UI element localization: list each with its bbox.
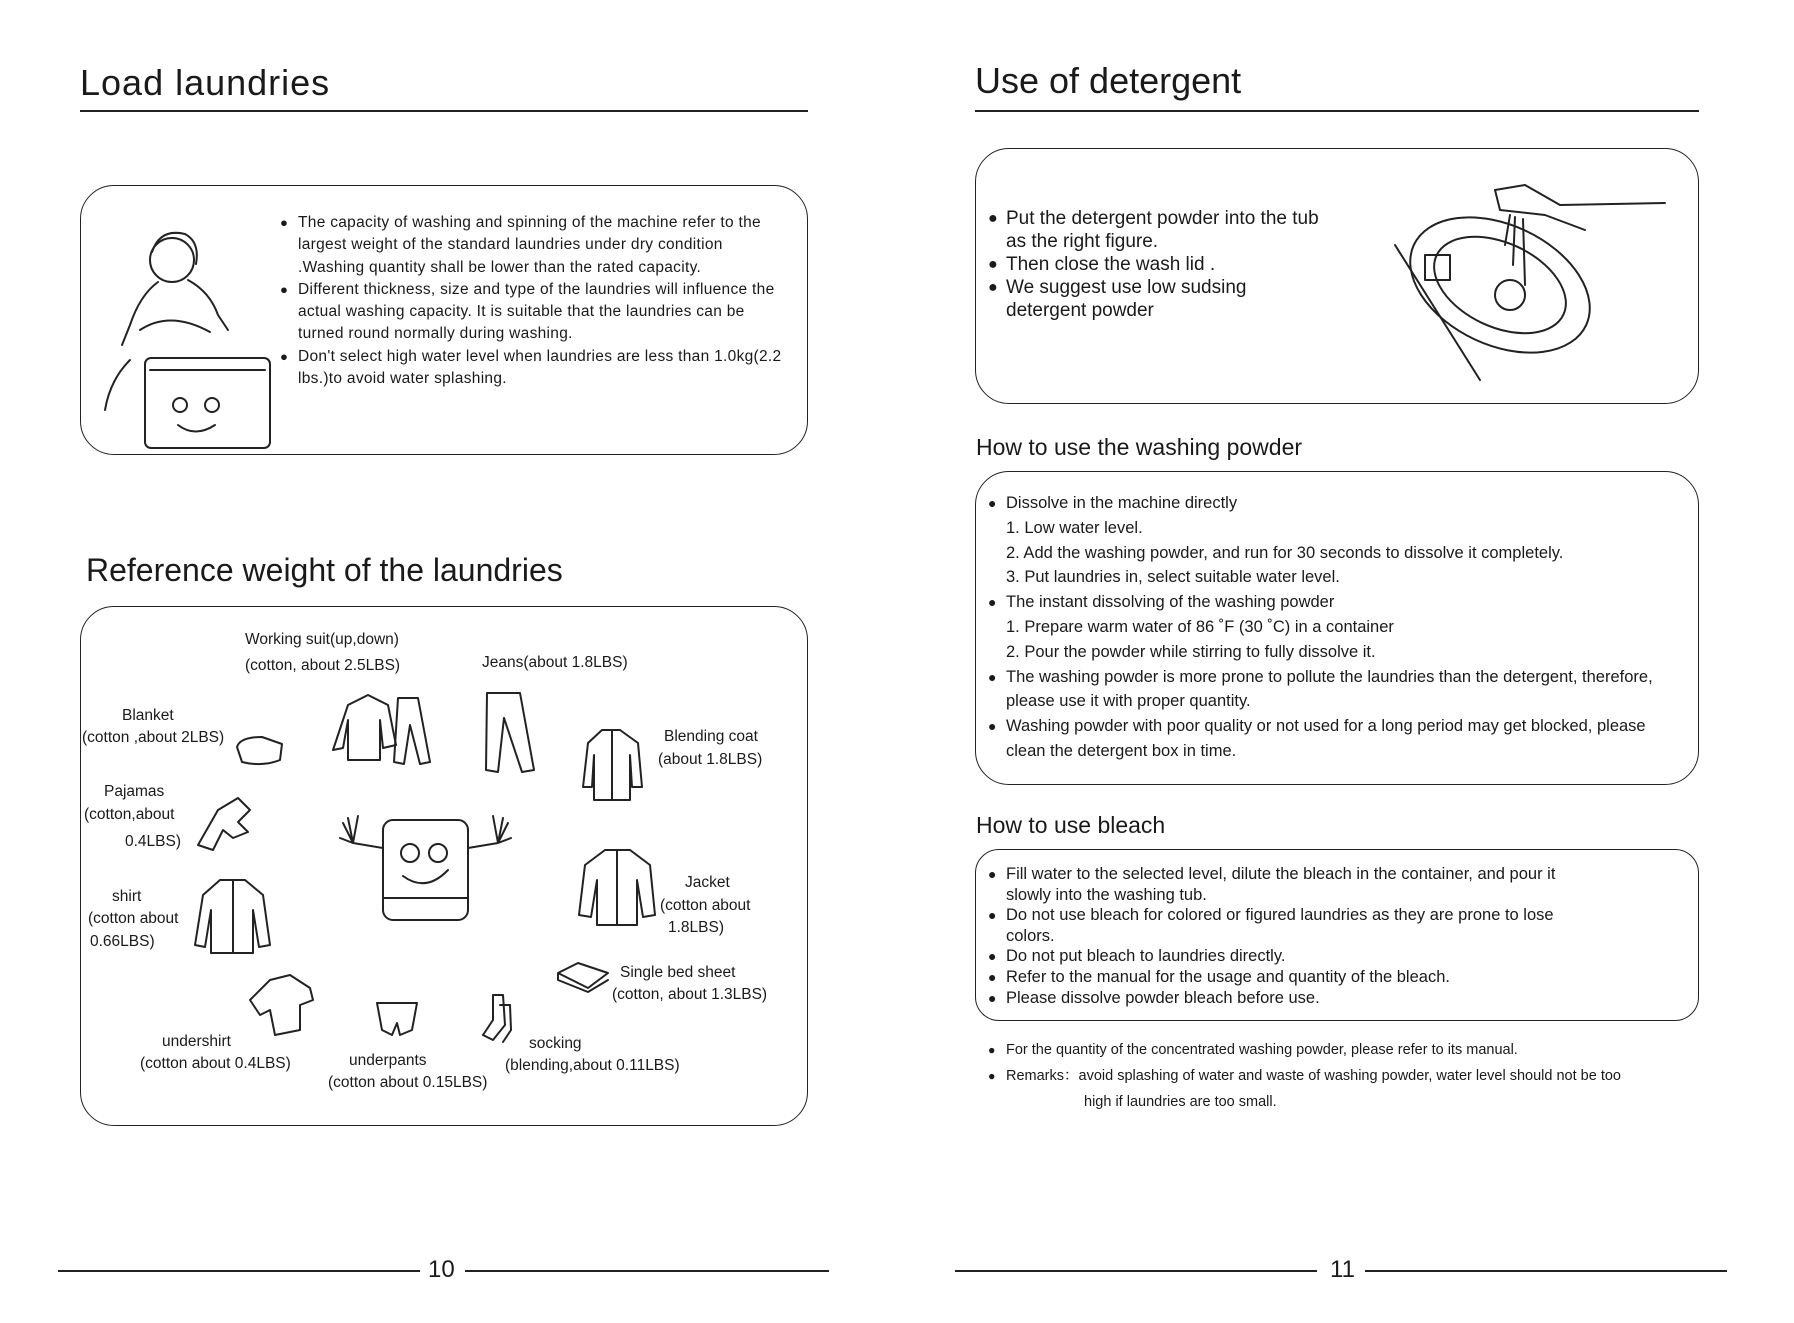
section-heading: How to use the washing powder	[976, 434, 1303, 460]
blanket-icon	[232, 732, 287, 770]
pajamas-icon	[188, 790, 258, 855]
step: 2. Pour the powder while stirring to fully dissolve it.	[1006, 642, 1376, 661]
step: 2. Add the washing powder, and run for 30 seconds to dissolve it completely.	[1006, 543, 1564, 562]
page-number: 11	[1330, 1256, 1355, 1283]
list-item: ● Different thickness, size and type of the laundries will influence the actual washing capacity. It is suitable that the laundries can be turned round normally during washing.	[280, 279, 785, 346]
list-item: ● Don't select high water level when laundries are less than 1.0kg(2.2 lbs.)to avoid water splashing.	[280, 346, 785, 391]
underpants-icon	[372, 995, 422, 1040]
blanket-weight: (cotton ,about 2LBS)	[82, 729, 225, 746]
bed-sheet-weight: (cotton, about 1.3LBS)	[612, 986, 768, 1003]
washing-powder-content	[988, 491, 1688, 764]
footer-rule	[58, 1270, 420, 1272]
underpants-weight: (cotton about 0.15LBS)	[328, 1074, 488, 1091]
note-item: ● For the quantity of the concentrated washing powder, please refer to its manual.	[988, 1037, 1708, 1063]
jeans-label: Jeans(about 1.8LBS)	[482, 654, 628, 671]
detergent-list	[988, 207, 1328, 322]
pajamas-weight-cont: 0.4LBS)	[125, 833, 182, 850]
jacket-icon	[575, 845, 665, 930]
socking-label: socking	[529, 1035, 582, 1052]
jacket-label: Jacket	[685, 874, 730, 891]
section-heading: How to use bleach	[976, 812, 1166, 838]
list-item: ● Fill water to the selected level, dilute the bleach in the container, and pour it slowly into the washing tub.	[988, 864, 1568, 905]
step: 1. Prepare warm water of 86 ˚F (30 ˚C) in a container	[1006, 617, 1394, 636]
list-item: ● Dissolve in the machine directly 1. Low water level. 2. Add the washing powder, and run for 30 seconds to dissolve it completely. 3. Put laundries in, select suitable water level.	[988, 491, 1688, 590]
footer-rule	[465, 1270, 829, 1272]
list-item: ● Washing powder with poor quality or not used for a long period may get blocked, please clean the detergent box in time.	[988, 714, 1688, 764]
list-item: ● Please dissolve powder bleach before use.	[988, 988, 1568, 1009]
title-rule	[80, 110, 808, 112]
notes	[988, 1037, 1708, 1115]
working-suit-weight: (cotton, about 2.5LBS)	[245, 657, 401, 674]
pajamas-label: Pajamas	[104, 783, 165, 800]
jacket-weight: (cotton about	[660, 897, 751, 914]
list-item: ● Refer to the manual for the usage and quantity of the bleach.	[988, 967, 1568, 988]
bleach-list	[988, 864, 1568, 1008]
blending-coat-icon	[580, 725, 645, 805]
undershirt-label: undershirt	[162, 1033, 231, 1050]
working-suit-icon	[328, 690, 438, 770]
load-laundries-list	[280, 212, 785, 390]
washing-machine-mascot-icon	[338, 808, 513, 928]
undershirt-weight: (cotton about 0.4LBS)	[140, 1055, 291, 1072]
undershirt-icon	[245, 970, 320, 1040]
socks-icon	[478, 990, 518, 1048]
page-title: Load laundries	[80, 62, 331, 103]
jeans-icon	[482, 688, 542, 778]
list-item: ● The capacity of washing and spinning of the machine refer to the largest weight of the standard laundries under dry condition .Washing quantity shall be lower than the rated capacity.	[280, 212, 785, 279]
footer-rule	[955, 1270, 1317, 1272]
note-item: ● Remarks：avoid splashing of water and waste of washing powder, water level should not be too	[988, 1063, 1708, 1089]
shirt-icon	[195, 875, 275, 955]
list-item: ● Do not put bleach to laundries directly.	[988, 946, 1568, 967]
working-suit-label: Working suit(up,down)	[245, 631, 399, 648]
list-item: ● The instant dissolving of the washing powder 1. Prepare warm water of 86 ˚F (30 ˚C) in a container 2. Pour the powder while stirring to fully dissolve it.	[988, 590, 1688, 664]
list-item: ● We suggest use low sudsing detergent powder	[988, 276, 1328, 322]
note-continuation: high if laundries are too small.	[1084, 1094, 1277, 1110]
shirt-weight: (cotton about	[88, 910, 179, 927]
blending-coat-label: Blending coat	[664, 728, 758, 745]
section-heading: Reference weight of the laundries	[86, 552, 563, 588]
blanket-label: Blanket	[122, 707, 174, 724]
shirt-weight-cont: 0.66LBS)	[90, 933, 155, 950]
underpants-label: underpants	[349, 1052, 427, 1069]
pajamas-weight: (cotton,about	[84, 806, 175, 823]
bed-sheet-icon	[553, 958, 613, 994]
jacket-weight-cont: 1.8LBS)	[668, 919, 725, 936]
list-item: ● Do not use bleach for colored or figured laundries as they are prone to lose colors.	[988, 905, 1568, 946]
page-title: Use of detergent	[975, 60, 1242, 101]
step: 1. Low water level.	[1006, 518, 1143, 537]
woman-loading-machine-illustration	[100, 220, 280, 450]
socking-weight: (blending,about 0.11LBS)	[505, 1057, 680, 1074]
list-item: ● Put the detergent powder into the tub as the right figure.	[988, 207, 1328, 253]
footer-rule	[1365, 1270, 1727, 1272]
page-number: 10	[428, 1256, 455, 1283]
step: 3. Put laundries in, select suitable water level.	[1006, 568, 1340, 587]
title-rule	[975, 110, 1699, 112]
pouring-detergent-illustration	[1385, 175, 1695, 385]
list-item: ● Then close the wash lid .	[988, 253, 1328, 276]
bed-sheet-label: Single bed sheet	[620, 964, 736, 981]
shirt-label: shirt	[112, 888, 142, 905]
blending-coat-weight: (about 1.8LBS)	[658, 751, 763, 768]
list-item: ● The washing powder is more prone to pollute the laundries than the detergent, therefore, please use it with proper quantity.	[988, 665, 1688, 715]
